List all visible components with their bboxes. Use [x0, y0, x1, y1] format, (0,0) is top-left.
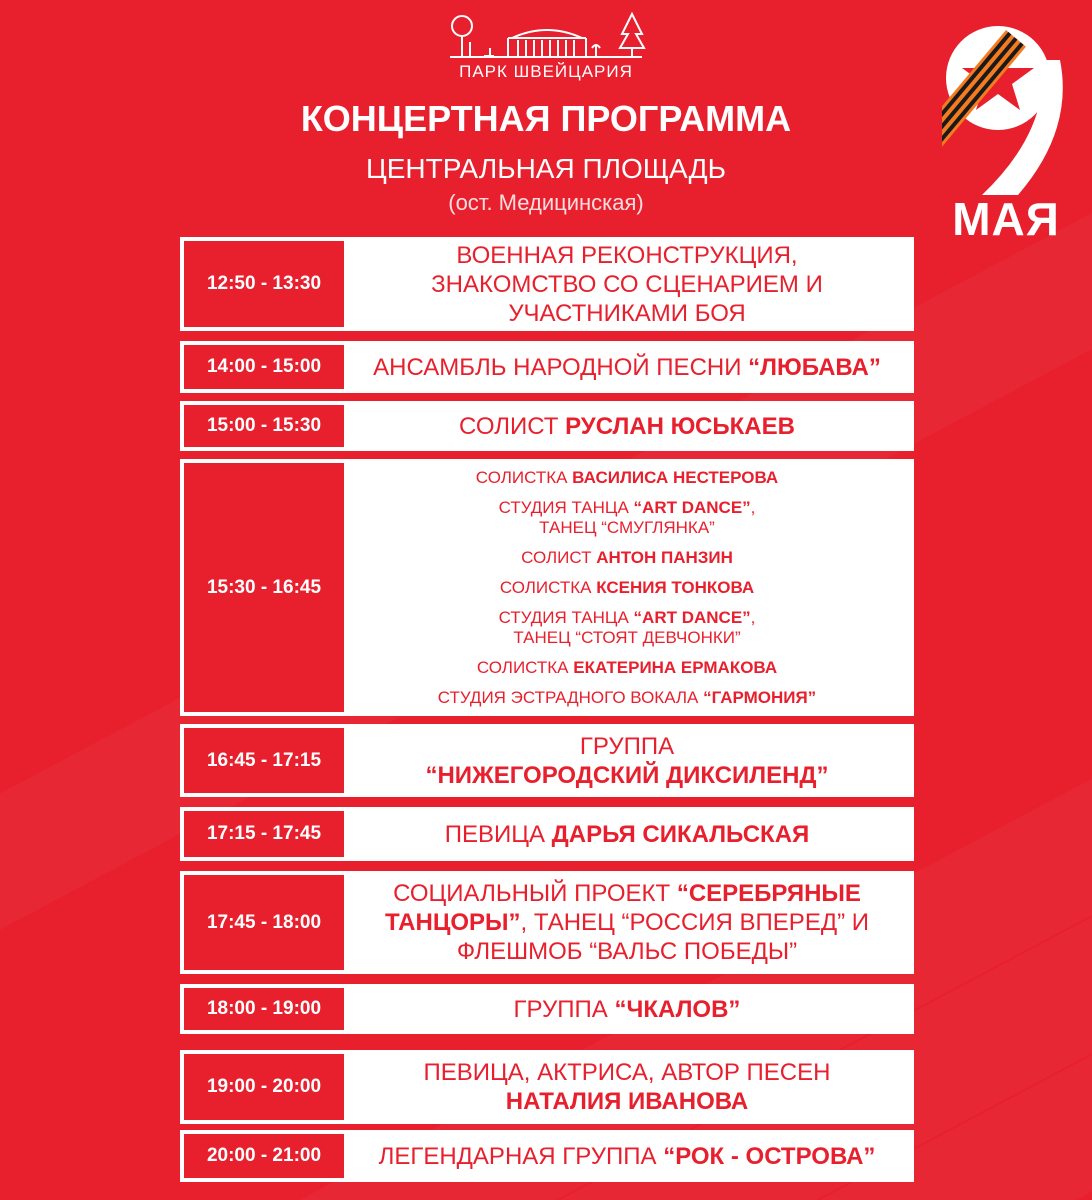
- victory-day-badge: [942, 20, 1070, 245]
- schedule-row: [180, 984, 914, 1034]
- description-line: ТАНЦОРЫ”, ТАНЕЦ “РОССИЯ ВПЕРЕД” И: [385, 909, 869, 936]
- description-line: ЛЕГЕНДАРНАЯ ГРУППА “РОК - ОСТРОВА”: [378, 1142, 876, 1170]
- schedule-time: 20:00 - 21:00: [184, 1134, 344, 1178]
- schedule-row: [180, 341, 914, 393]
- description-line: ПЕВИЦА, АКТРИСА, АВТОР ПЕСЕН: [423, 1059, 831, 1086]
- schedule-description: [344, 875, 910, 970]
- schedule-row: [180, 807, 914, 861]
- schedule-row: [180, 1130, 914, 1182]
- park-logo-icon: [446, 8, 646, 60]
- description-line: СОЛИСТ РУСЛАН ЮСЬКАЕВ: [459, 412, 795, 440]
- description-line: НАТАЛИЯ ИВАНОВА: [505, 1088, 749, 1115]
- schedule-time: 15:00 - 15:30: [184, 405, 344, 447]
- schedule-time: 17:15 - 17:45: [184, 811, 344, 857]
- page-title: КОНЦЕРТНАЯ ПРОГРАММА: [300, 98, 792, 139]
- schedule-time: 14:00 - 15:00: [184, 345, 344, 389]
- schedule-row: [180, 724, 914, 797]
- description-line: СТУДИЯ ТАНЦА “ART DANCE”,: [498, 497, 756, 517]
- schedule-description: [344, 405, 910, 447]
- description-line: ТАНЕЦ “СТОЯТ ДЕВЧОНКИ”: [513, 627, 741, 647]
- description-line: СОЛИСТКА ЕКАТЕРИНА ЕРМАКОВА: [476, 657, 778, 677]
- description-line: ЗНАКОМСТВО СО СЦЕНАРИЕМ И: [431, 270, 823, 298]
- schedule-row: [180, 401, 914, 451]
- schedule-time: 16:45 - 17:15: [184, 728, 344, 793]
- park-logo-text: ПАРК ШВЕЙЦАРИЯ: [459, 62, 633, 81]
- description-line: ФЛЕШМОБ “ВАЛЬС ПОБЕДЫ”: [456, 938, 798, 965]
- nine-star-ribbon-icon: [942, 20, 1070, 195]
- description-line: УЧАСТНИКАМИ БОЯ: [508, 299, 746, 327]
- description-line: СОЛИСТКА КСЕНИЯ ТОНКОВА: [499, 577, 755, 597]
- schedule-description: [344, 811, 910, 857]
- schedule-description: [344, 1054, 910, 1120]
- schedule-time: 12:50 - 13:30: [184, 241, 344, 327]
- schedule-description: [344, 728, 910, 793]
- description-line: АНСАМБЛЬ НАРОДНОЙ ПЕСНИ “ЛЮБАВА”: [373, 353, 881, 381]
- description-line: ВОЕННАЯ РЕКОНСТРУКЦИЯ,: [456, 241, 798, 269]
- schedule-row: [180, 871, 914, 974]
- description-line: “НИЖЕГОРОДСКИЙ ДИКСИЛЕНД”: [425, 761, 829, 789]
- description-line: ПЕВИЦА ДАРЬЯ СИКАЛЬСКАЯ: [444, 820, 810, 848]
- schedule-row: [180, 237, 914, 331]
- schedule-row: [180, 1050, 914, 1124]
- description-line: ТАНЕЦ “СМУГЛЯНКА”: [539, 517, 715, 537]
- description-line: ГРУППА: [579, 732, 675, 760]
- description-line: СОЛИСТКА ВАСИЛИСА НЕСТЕРОВА: [475, 467, 779, 487]
- schedule-description: [344, 241, 910, 327]
- park-logo: [440, 8, 652, 82]
- description-line: СТУДИЯ ТАНЦА “ART DANCE”,: [498, 607, 756, 627]
- description-line: ГРУППА “ЧКАЛОВ”: [513, 995, 741, 1023]
- description-line: СОЛИСТ АНТОН ПАНЗИН: [521, 547, 733, 567]
- schedule-time: 17:45 - 18:00: [184, 875, 344, 970]
- badge-text: МАЯ: [952, 193, 1060, 245]
- schedule-description: [344, 345, 910, 389]
- schedule-description: [344, 1134, 910, 1178]
- description-line: СТУДИЯ ЭСТРАДНОГО ВОКАЛА “ГАРМОНИЯ”: [437, 687, 817, 707]
- schedule-description: [344, 988, 910, 1030]
- venue-stop: (ост. Медицинская): [448, 190, 644, 215]
- schedule-time: 18:00 - 19:00: [184, 988, 344, 1030]
- venue-title: ЦЕНТРАЛЬНАЯ ПЛОЩАДЬ: [366, 153, 726, 184]
- description-line: СОЦИАЛЬНЫЙ ПРОЕКТ “СЕРЕБРЯНЫЕ: [393, 880, 861, 907]
- schedule-row: [180, 459, 914, 716]
- schedule-time: 19:00 - 20:00: [184, 1054, 344, 1120]
- schedule-time: 15:30 - 16:45: [184, 463, 344, 712]
- schedule-description: [344, 463, 910, 712]
